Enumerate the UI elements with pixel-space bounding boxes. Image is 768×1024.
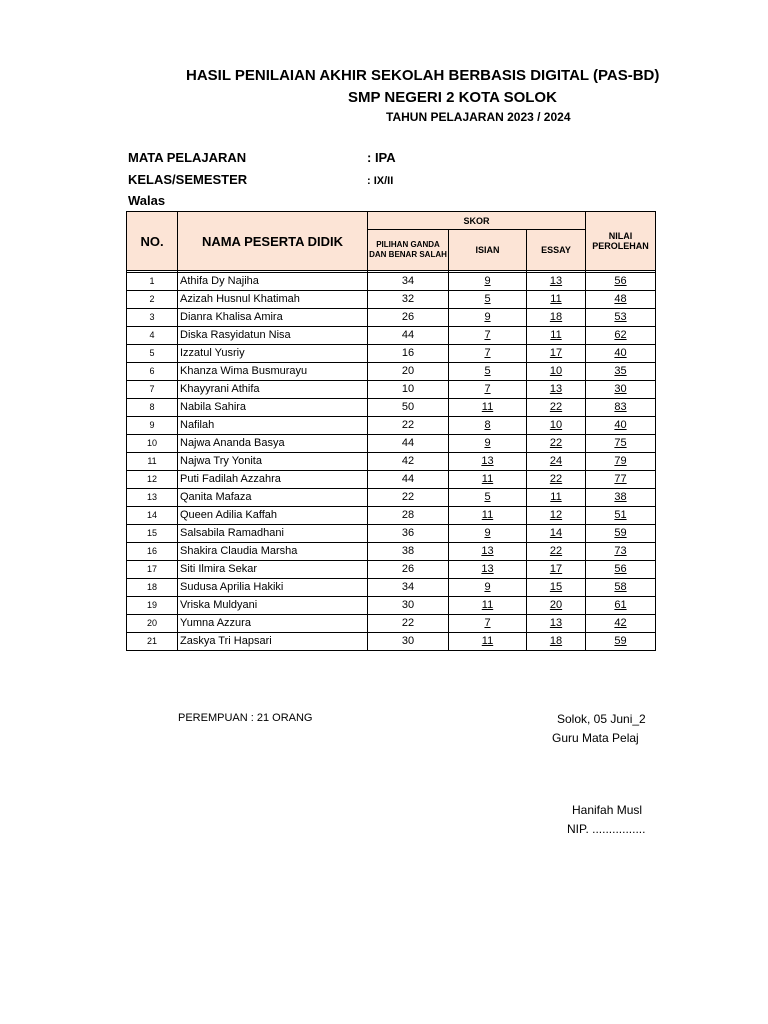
cell-pg-score: 10 xyxy=(368,381,449,399)
table-row xyxy=(127,327,656,345)
cell-no: 21 xyxy=(127,633,178,651)
cell-essay-score: 10 xyxy=(527,363,586,381)
table-row xyxy=(127,363,656,381)
header-pg: PILIHAN GANDA DAN BENAR SALAH xyxy=(368,230,449,271)
cell-final-score: 53 xyxy=(586,309,656,327)
cell-student-name: Najwa Ananda Basya xyxy=(178,435,368,453)
cell-isian-score: 13 xyxy=(449,453,527,471)
cell-student-name: Athifa Dy Najiha xyxy=(178,273,368,291)
cell-isian-score: 11 xyxy=(449,471,527,489)
walas-label: Walas xyxy=(128,193,166,208)
cell-isian-score: 13 xyxy=(449,543,527,561)
cell-isian-score: 11 xyxy=(449,597,527,615)
teacher-role: Guru Mata Pelaj xyxy=(552,731,639,745)
cell-isian-score: 5 xyxy=(449,363,527,381)
table-row xyxy=(127,579,656,597)
cell-pg-score: 44 xyxy=(368,327,449,345)
cell-isian-score: 9 xyxy=(449,525,527,543)
subject-label: MATA PELAJARAN xyxy=(128,150,247,165)
table-row xyxy=(127,633,656,651)
cell-student-name: Siti Ilmira Sekar xyxy=(178,561,368,579)
cell-isian-score: 9 xyxy=(449,579,527,597)
school-name: SMP NEGERI 2 KOTA SOLOK xyxy=(348,89,557,106)
cell-pg-score: 50 xyxy=(368,399,449,417)
table-row xyxy=(127,615,656,633)
table-row xyxy=(127,345,656,363)
cell-essay-score: 18 xyxy=(527,633,586,651)
cell-no: 15 xyxy=(127,525,178,543)
cell-isian-score: 5 xyxy=(449,291,527,309)
cell-essay-score: 11 xyxy=(527,291,586,309)
cell-student-name: Yumna Azzura xyxy=(178,615,368,633)
cell-final-score: 38 xyxy=(586,489,656,507)
place-date: Solok, 05 Juni_2 xyxy=(557,712,646,726)
cell-isian-score: 7 xyxy=(449,327,527,345)
subject-value: : IPA xyxy=(367,150,396,165)
cell-student-name: Salsabila Ramadhani xyxy=(178,525,368,543)
table-row xyxy=(127,453,656,471)
table-row xyxy=(127,543,656,561)
cell-no: 4 xyxy=(127,327,178,345)
document-title: HASIL PENILAIAN AKHIR SEKOLAH BERBASIS DIGITAL (PAS-BD) xyxy=(186,67,660,84)
cell-student-name: Azizah Husnul Khatimah xyxy=(178,291,368,309)
cell-final-score: 40 xyxy=(586,345,656,363)
class-label: KELAS/SEMESTER xyxy=(128,172,248,187)
cell-no: 13 xyxy=(127,489,178,507)
header-essay: ESSAY xyxy=(527,230,586,271)
cell-pg-score: 16 xyxy=(368,345,449,363)
cell-essay-score: 11 xyxy=(527,327,586,345)
cell-student-name: Sudusa Aprilia Hakiki xyxy=(178,579,368,597)
cell-no: 14 xyxy=(127,507,178,525)
cell-final-score: 79 xyxy=(586,453,656,471)
cell-pg-score: 22 xyxy=(368,615,449,633)
cell-student-name: Izzatul Yusriy xyxy=(178,345,368,363)
cell-pg-score: 26 xyxy=(368,561,449,579)
cell-final-score: 35 xyxy=(586,363,656,381)
cell-isian-score: 8 xyxy=(449,417,527,435)
cell-pg-score: 44 xyxy=(368,435,449,453)
header-name: NAMA PESERTA DIDIK xyxy=(178,212,368,271)
cell-essay-score: 10 xyxy=(527,417,586,435)
cell-isian-score: 7 xyxy=(449,381,527,399)
cell-pg-score: 42 xyxy=(368,453,449,471)
cell-isian-score: 9 xyxy=(449,273,527,291)
cell-no: 12 xyxy=(127,471,178,489)
cell-final-score: 77 xyxy=(586,471,656,489)
cell-final-score: 83 xyxy=(586,399,656,417)
cell-pg-score: 34 xyxy=(368,273,449,291)
cell-final-score: 48 xyxy=(586,291,656,309)
cell-essay-score: 22 xyxy=(527,435,586,453)
table-row xyxy=(127,561,656,579)
cell-no: 2 xyxy=(127,291,178,309)
table-row xyxy=(127,597,656,615)
cell-pg-score: 22 xyxy=(368,489,449,507)
cell-final-score: 75 xyxy=(586,435,656,453)
header-nilai: NILAI PEROLEHAN xyxy=(586,212,656,271)
cell-final-score: 42 xyxy=(586,615,656,633)
table-row xyxy=(127,471,656,489)
score-table xyxy=(126,211,656,651)
cell-no: 10 xyxy=(127,435,178,453)
header-isian: ISIAN xyxy=(449,230,527,271)
cell-essay-score: 22 xyxy=(527,399,586,417)
cell-pg-score: 38 xyxy=(368,543,449,561)
cell-student-name: Queen Adilia Kaffah xyxy=(178,507,368,525)
cell-isian-score: 5 xyxy=(449,489,527,507)
cell-essay-score: 24 xyxy=(527,453,586,471)
cell-essay-score: 13 xyxy=(527,615,586,633)
cell-isian-score: 13 xyxy=(449,561,527,579)
cell-final-score: 59 xyxy=(586,633,656,651)
cell-pg-score: 44 xyxy=(368,471,449,489)
cell-essay-score: 13 xyxy=(527,381,586,399)
cell-isian-score: 11 xyxy=(449,507,527,525)
cell-essay-score: 11 xyxy=(527,489,586,507)
table-row xyxy=(127,417,656,435)
cell-pg-score: 32 xyxy=(368,291,449,309)
cell-pg-score: 30 xyxy=(368,633,449,651)
cell-no: 3 xyxy=(127,309,178,327)
cell-pg-score: 30 xyxy=(368,597,449,615)
table-row xyxy=(127,309,656,327)
cell-final-score: 56 xyxy=(586,273,656,291)
academic-year: TAHUN PELAJARAN 2023 / 2024 xyxy=(386,110,571,124)
cell-essay-score: 13 xyxy=(527,273,586,291)
cell-no: 17 xyxy=(127,561,178,579)
cell-no: 20 xyxy=(127,615,178,633)
cell-pg-score: 28 xyxy=(368,507,449,525)
cell-essay-score: 15 xyxy=(527,579,586,597)
female-count: PEREMPUAN : 21 ORANG xyxy=(178,712,313,724)
cell-no: 9 xyxy=(127,417,178,435)
cell-final-score: 73 xyxy=(586,543,656,561)
header-no: NO. xyxy=(127,212,178,271)
table-row xyxy=(127,291,656,309)
cell-isian-score: 7 xyxy=(449,615,527,633)
table-row xyxy=(127,381,656,399)
cell-student-name: Dianra Khalisa Amira xyxy=(178,309,368,327)
teacher-name: Hanifah Musl xyxy=(572,803,643,817)
header-skor: SKOR xyxy=(368,212,586,230)
cell-no: 16 xyxy=(127,543,178,561)
cell-student-name: Nabila Sahira xyxy=(178,399,368,417)
cell-final-score: 61 xyxy=(586,597,656,615)
table-row xyxy=(127,399,656,417)
cell-isian-score: 9 xyxy=(449,309,527,327)
cell-student-name: Vriska Muldyani xyxy=(178,597,368,615)
cell-no: 11 xyxy=(127,453,178,471)
cell-student-name: Khanza Wima Busmurayu xyxy=(178,363,368,381)
cell-final-score: 51 xyxy=(586,507,656,525)
cell-pg-score: 26 xyxy=(368,309,449,327)
cell-final-score: 40 xyxy=(586,417,656,435)
cell-pg-score: 20 xyxy=(368,363,449,381)
cell-pg-score: 34 xyxy=(368,579,449,597)
cell-pg-score: 22 xyxy=(368,417,449,435)
cell-final-score: 62 xyxy=(586,327,656,345)
cell-essay-score: 22 xyxy=(527,543,586,561)
table-row xyxy=(127,507,656,525)
cell-final-score: 56 xyxy=(586,561,656,579)
cell-pg-score: 36 xyxy=(368,525,449,543)
cell-student-name: Diska Rasyidatun Nisa xyxy=(178,327,368,345)
cell-student-name: Najwa Try Yonita xyxy=(178,453,368,471)
cell-student-name: Nafilah xyxy=(178,417,368,435)
cell-student-name: Puti Fadilah Azzahra xyxy=(178,471,368,489)
cell-final-score: 58 xyxy=(586,579,656,597)
table-row xyxy=(127,435,656,453)
table-row xyxy=(127,489,656,507)
cell-no: 5 xyxy=(127,345,178,363)
cell-isian-score: 7 xyxy=(449,345,527,363)
cell-final-score: 59 xyxy=(586,525,656,543)
cell-essay-score: 12 xyxy=(527,507,586,525)
cell-final-score: 30 xyxy=(586,381,656,399)
cell-essay-score: 22 xyxy=(527,471,586,489)
cell-no: 1 xyxy=(127,273,178,291)
cell-essay-score: 14 xyxy=(527,525,586,543)
cell-student-name: Zaskya Tri Hapsari xyxy=(178,633,368,651)
cell-essay-score: 18 xyxy=(527,309,586,327)
cell-isian-score: 9 xyxy=(449,435,527,453)
table-body xyxy=(127,271,656,651)
cell-essay-score: 17 xyxy=(527,345,586,363)
cell-isian-score: 11 xyxy=(449,399,527,417)
cell-no: 7 xyxy=(127,381,178,399)
teacher-nip: NIP. ................ xyxy=(567,822,646,836)
table-row xyxy=(127,525,656,543)
cell-student-name: Shakira Claudia Marsha xyxy=(178,543,368,561)
table-row xyxy=(127,273,656,291)
cell-essay-score: 20 xyxy=(527,597,586,615)
cell-no: 6 xyxy=(127,363,178,381)
cell-student-name: Khayyrani Athifa xyxy=(178,381,368,399)
cell-essay-score: 17 xyxy=(527,561,586,579)
cell-no: 18 xyxy=(127,579,178,597)
class-value: : IX/II xyxy=(367,175,394,187)
cell-no: 8 xyxy=(127,399,178,417)
cell-isian-score: 11 xyxy=(449,633,527,651)
cell-no: 19 xyxy=(127,597,178,615)
cell-student-name: Qanita Mafaza xyxy=(178,489,368,507)
